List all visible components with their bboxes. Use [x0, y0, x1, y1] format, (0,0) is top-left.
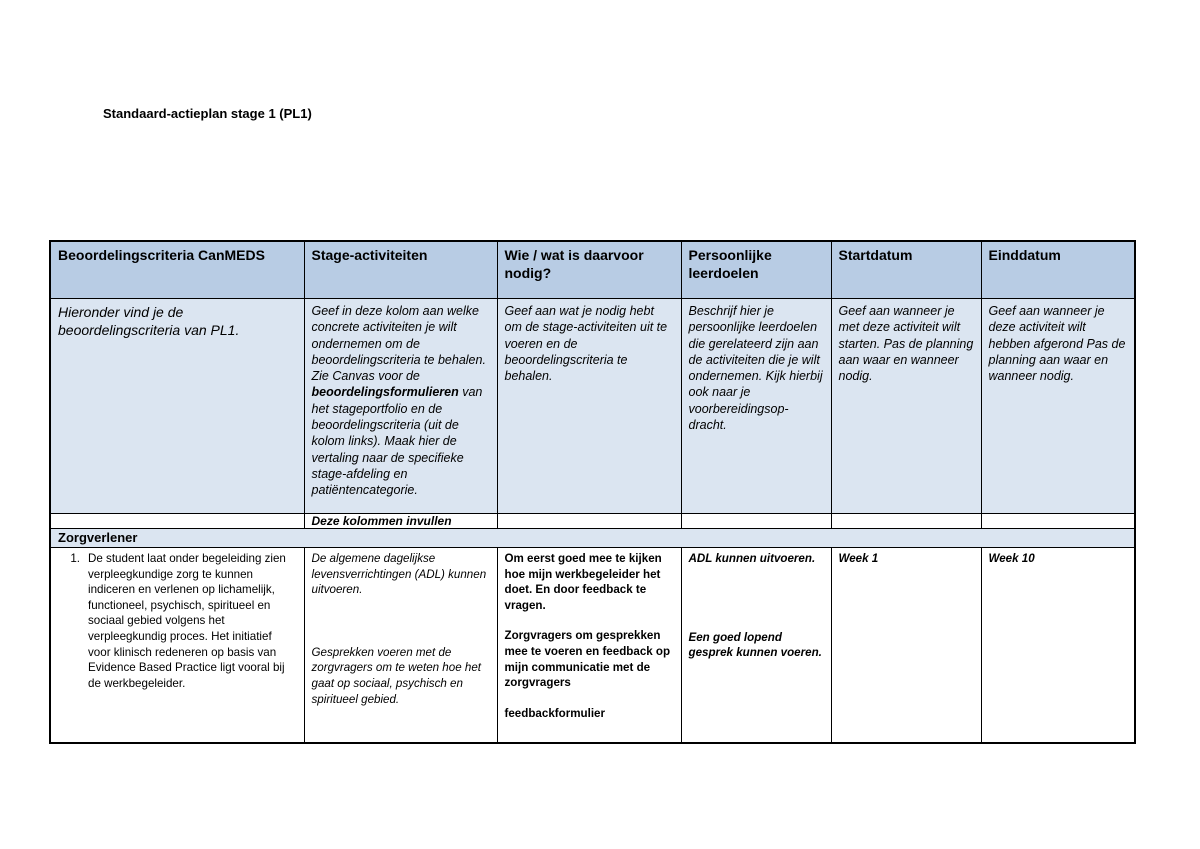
need-1: Om eerst goed mee te kijken hoe mijn werkbegeleider het doet. En door feedback te vragen. [504, 552, 662, 612]
criterion-number: 1. [70, 552, 80, 565]
fill-in-note: Deze kolommen invullen [304, 514, 497, 529]
activity-1: De algemene dagelijkse levensverrichtingen (ADL) kunnen uitvoeren. [311, 552, 487, 597]
activity-cell [304, 548, 497, 744]
header-row [50, 241, 1135, 299]
criterion-text: De student laat onder begeleiding zien verpleegkundige zorg te kunnen indiceren en verlenen op lichamelijk, functioneel, psychisch, spiritueel en sociaal gebied volgens het verpleegkundig proces. Het initiatief voor klinisch redeneren op basis van Evidence Based Practice ligt vooral bij de werkbegeleider. [88, 552, 286, 690]
intro-activities-text-2: van het stageportfolio en de beoordelingscriteria (uit de kolom links). Maak hier de vertaling naar de specifieke stage-afdeling en patiëntencategorie. [311, 385, 483, 498]
end-date-cell: Week 10 [981, 548, 1135, 744]
need-3: feedbackformulier [504, 706, 606, 720]
start-date-cell: Week 1 [831, 548, 981, 744]
header-criteria: Beoordelingscriteria CanMEDS [50, 241, 304, 299]
intro-needs: Geef aan wat je nodig hebt om de stage-activiteiten uit te voeren en de beoordelingscriteria te behalen. [497, 299, 681, 514]
intro-end: Geef aan wanneer je deze activiteit wilt hebben afgerond Pas de planning aan waar en wanneer nodig. [981, 299, 1135, 514]
intro-activities [304, 299, 497, 514]
intro-start: Geef aan wanneer je met deze activiteit wilt starten. Pas de planning aan waar en wanneer nodig. [831, 299, 981, 514]
instruction-row [50, 299, 1135, 514]
section-title: Zorgverlener [50, 529, 1135, 548]
intro-activities-text: Geef in deze kolom aan welke concrete activiteiten je wilt ondernemen om de beoordelingscriteria te behalen. Zie Canvas voor de [311, 304, 486, 384]
criterion-cell [50, 548, 304, 744]
goal-1: ADL kunnen uitvoeren. [688, 552, 816, 565]
header-start-date: Startdatum [831, 241, 981, 299]
header-needs: Wie / wat is daarvoor nodig? [497, 241, 681, 299]
header-end-date: Einddatum [981, 241, 1135, 299]
header-goals: Persoonlijke leerdoelen [681, 241, 831, 299]
header-activities: Stage-activiteiten [304, 241, 497, 299]
document-title: Standaard-actieplan stage 1 (PL1) [103, 106, 312, 121]
need-2: Zorgvragers om gesprekken mee te voeren en feedback op mijn communicatie met de zorgvragers [504, 629, 671, 690]
intro-activities-bold: beoordelingsformulieren [311, 385, 459, 400]
needs-cell [497, 548, 681, 744]
intro-criteria: Hieronder vind je de beoordelingscriteria van PL1. [50, 299, 304, 514]
table-row [50, 548, 1135, 744]
section-row [50, 529, 1135, 548]
goals-cell [681, 548, 831, 744]
action-plan-table [49, 240, 1136, 744]
fill-in-note-row [50, 514, 1135, 529]
intro-goals: Beschrijf hier je persoonlijke leerdoelen die gerelateerd zijn aan de activiteiten die je wilt ondernemen. Kijk hierbij ook naar je voorbereidingsop-dracht. [681, 299, 831, 514]
activity-2: Gesprekken voeren met de zorgvragers om te weten hoe het gaat op sociaal, psychisch en spiritueel gebied. [311, 645, 481, 706]
goal-2: Een goed lopend gesprek kunnen voeren. [688, 630, 822, 660]
